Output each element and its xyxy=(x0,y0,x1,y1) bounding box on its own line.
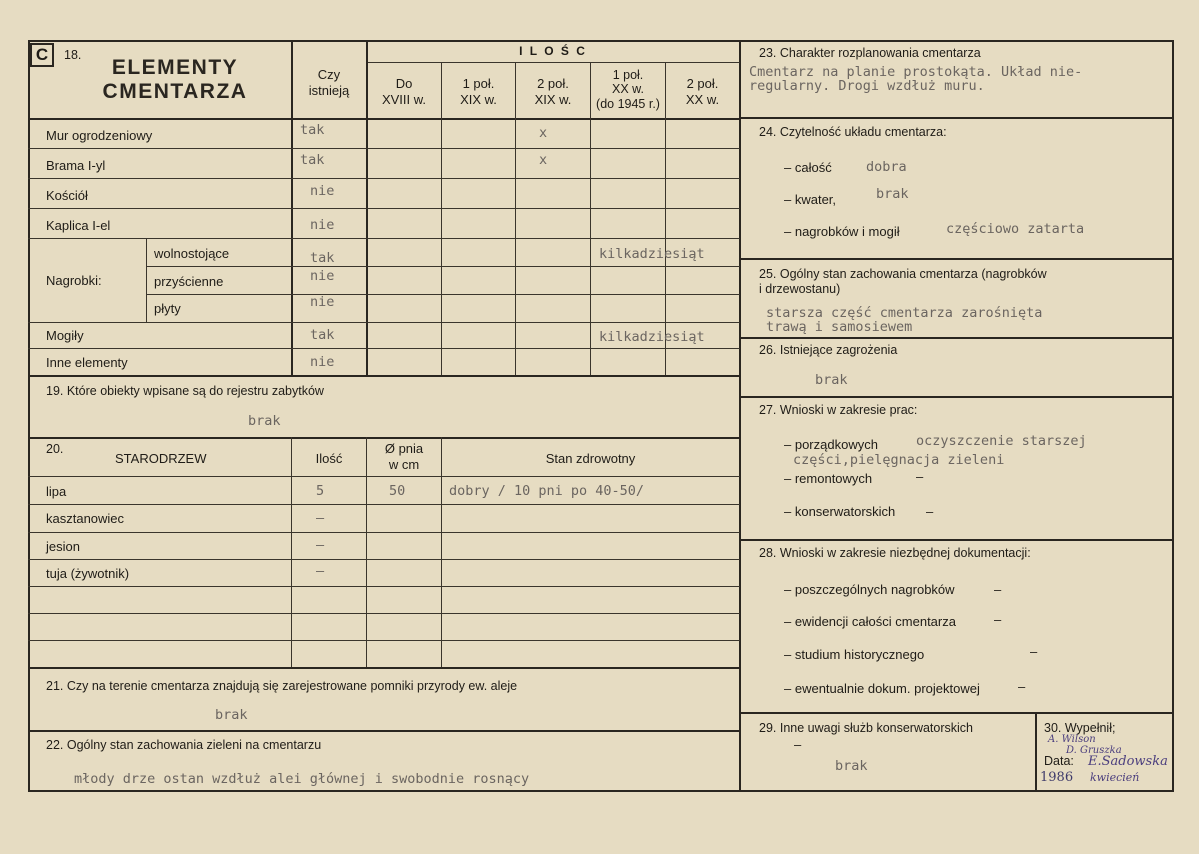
s20-header-bottom xyxy=(28,476,740,477)
q28-label: 28. Wnioski w zakresie niezbędnej dokumentacji: xyxy=(759,546,1031,560)
s18-row-line xyxy=(28,178,740,179)
q23-answer-line1: Cmentarz na planie prostokąta. Układ nie- xyxy=(749,64,1083,80)
q24-item-label: – nagrobków i mogił xyxy=(784,224,900,239)
s18-header-bottom xyxy=(28,118,740,120)
tree-qty: – xyxy=(316,510,325,526)
s24-bottom xyxy=(739,258,1174,260)
q28-item-label: – ewentualnie dokum. projektowej xyxy=(784,681,980,696)
s20-vl xyxy=(441,437,442,667)
row-label: Inne elementy xyxy=(46,355,128,370)
s18-vl-2 xyxy=(441,62,442,375)
q24-item-answer: częściowo zatarta xyxy=(946,221,1085,237)
exists-value: nie xyxy=(310,294,335,310)
q29-label: 29. Inne uwagi służb konserwatorskich xyxy=(759,721,974,735)
q28-item-answer: – xyxy=(994,582,1002,597)
q27-item-answer: – xyxy=(916,469,924,484)
s18-row-line xyxy=(28,322,740,323)
exists-value: tak xyxy=(310,327,335,343)
mark-value: x xyxy=(539,125,548,141)
q29-answer: brak xyxy=(835,758,868,774)
exists-value: tak xyxy=(300,122,325,138)
q27-item-answer: oczyszczenie starszej xyxy=(916,433,1087,449)
s18-row-line xyxy=(28,208,740,209)
q23-label: 23. Charakter rozplanowania cmentarza xyxy=(759,46,981,60)
tree-name: lipa xyxy=(46,484,67,499)
qty-value: kilkadziesiąt xyxy=(599,246,705,262)
s20-vl xyxy=(291,437,292,667)
q28-item-answer: – xyxy=(1030,644,1038,659)
q19-label: 19. Które obiekty wpisane są do rejestru zabytków xyxy=(46,384,324,398)
q25-answer-line2: trawą i samosiewem xyxy=(766,319,913,335)
q27-item-label: – remontowych xyxy=(784,471,873,486)
s20-col-ilosc: Ilość xyxy=(315,451,343,466)
nagrobki-label: Nagrobki: xyxy=(46,273,102,288)
s23-bottom xyxy=(739,117,1174,119)
q28-item-label: – ewidencji całości cmentarza xyxy=(784,614,956,629)
exists-value: tak xyxy=(300,152,325,168)
tree-state: dobry / 10 pni po 40-50/ xyxy=(449,483,645,499)
tree-name: kasztanowiec xyxy=(46,511,125,526)
col-header-2pol-xx: 2 poł. XX w. xyxy=(685,76,720,107)
row-label: Brama I-yl xyxy=(46,158,106,173)
row-label: Kaplica I-el xyxy=(46,218,111,233)
q26-label: 26. Istniejące zagrożenia xyxy=(759,343,898,357)
row-label: przyścienne xyxy=(154,274,224,289)
tree-qty: – xyxy=(316,537,325,553)
exists-value: tak xyxy=(310,250,335,266)
q27-item-label: – porządkowych xyxy=(784,437,878,452)
tree-qty: 5 xyxy=(316,483,325,499)
q24-item-label: – kwater, xyxy=(784,192,837,207)
tree-diameter: 50 xyxy=(389,483,406,499)
s18-vl-nagrobki xyxy=(146,238,147,322)
col-header-2pol-xix: 2 poł. XIX w. xyxy=(534,76,572,107)
s20-row-line xyxy=(28,504,740,505)
s19-bottom xyxy=(28,437,740,439)
fill-year: 1986 xyxy=(1040,770,1074,785)
q28-item-label: – studium historycznego xyxy=(784,647,925,662)
s20-col-stan: Stan zdrowotny xyxy=(545,451,636,466)
s18-row-line xyxy=(146,266,740,267)
col-header-1pol-xix: 1 poł. XIX w. xyxy=(460,76,497,107)
s18-bottom xyxy=(28,375,740,377)
mark-value: x xyxy=(539,152,548,168)
q27-item-label: – konserwatorskich xyxy=(784,504,896,519)
s29-divider xyxy=(1035,712,1037,792)
row-label: Kościół xyxy=(46,188,88,203)
tree-name: tuja (żywotnik) xyxy=(46,566,130,581)
fill-month: kwiecień xyxy=(1090,771,1140,784)
col-header-do-xviii: Do XVIII w. xyxy=(381,76,427,107)
s28-bottom xyxy=(739,712,1174,714)
row-label: wolnostojące xyxy=(154,246,230,261)
q25-answer-line1: starsza część cmentarza zarośnięta xyxy=(766,305,1043,321)
q30-data-label: Data: xyxy=(1044,754,1074,768)
q21-label: 21. Czy na terenie cmentarza znajdują się zarejestrowane pomniki przyrody ew. aleje xyxy=(46,679,518,693)
s20-row-line xyxy=(28,559,740,560)
q24-label: 24. Czytelność układu cmentarza: xyxy=(759,125,947,139)
q29-dash: – xyxy=(794,737,802,752)
signature-3: E.Sadowska xyxy=(1088,754,1168,769)
section-letter-box: C xyxy=(30,43,54,67)
q24-item-answer: dobra xyxy=(866,159,907,175)
s18-number: 18. xyxy=(64,48,82,62)
ilosc-header: I L O Ś C xyxy=(519,44,587,58)
czy-istnieja-header: Czy istnieją xyxy=(308,67,350,99)
signature-1: A. Wilson xyxy=(1048,734,1096,745)
s20-row-line xyxy=(28,640,740,641)
row-label: płyty xyxy=(154,301,181,316)
qty-value: kilkadziesiąt xyxy=(599,329,705,345)
exists-value: nie xyxy=(310,354,335,370)
q25-label: 25. Ogólny stan zachowania cmentarza (nagrobków i drzewostanu) xyxy=(759,267,1047,296)
row-label: Mur ogrodzeniowy xyxy=(46,128,153,143)
row-label: Mogiły xyxy=(46,328,84,343)
exists-value: nie xyxy=(310,183,335,199)
s18-title: ELEMENTY CMENTARZA xyxy=(102,56,248,104)
q28-item-label: – poszczególnych nagrobków xyxy=(784,582,955,597)
s18-row-line xyxy=(28,148,740,149)
signature-2: D. Gruszka xyxy=(1066,745,1122,756)
s20-row-line xyxy=(28,532,740,533)
q28-item-answer: – xyxy=(994,612,1002,627)
s26-bottom xyxy=(739,396,1174,398)
s18-row-line xyxy=(28,348,740,349)
q27-item-answer: – xyxy=(926,504,934,519)
q30-label: 30. Wypełnił; xyxy=(1044,721,1116,735)
q19-answer: brak xyxy=(248,413,281,429)
ilosc-line xyxy=(366,62,740,63)
q21-answer: brak xyxy=(215,707,248,723)
s25-bottom xyxy=(739,337,1174,339)
q28-item-answer: – xyxy=(1018,679,1026,694)
q27-label: 27. Wnioski w zakresie prac: xyxy=(759,403,918,417)
q22-label: 22. Ogólny stan zachowania zieleni na cmentarzu xyxy=(46,738,322,752)
s27-bottom xyxy=(739,539,1174,541)
tree-name: jesion xyxy=(46,539,80,554)
col-header-1pol-xx: 1 poł. XX w. (do 1945 r.) xyxy=(596,68,660,111)
q23-answer-line2: regularny. Drogi wzdłuż muru. xyxy=(749,78,985,94)
exists-value: nie xyxy=(310,268,335,284)
q24-item-answer: brak xyxy=(876,186,909,202)
q26-answer: brak xyxy=(815,372,848,388)
s18-row-line xyxy=(28,238,740,239)
s20-col-pnia: Ø pnia w cm xyxy=(384,441,424,473)
tree-qty: – xyxy=(316,563,325,579)
q24-item-label: – całość xyxy=(784,160,832,175)
s20-number: 20. xyxy=(46,442,64,456)
s18-vl-3 xyxy=(515,62,516,375)
s20-row-line xyxy=(28,613,740,614)
exists-value: nie xyxy=(310,217,335,233)
q22-answer: młody drze ostan wzdłuż alei głównej i swobodnie rosnący xyxy=(74,771,530,787)
s20-row-line xyxy=(28,586,740,587)
s20-title: STARODRZEW xyxy=(115,451,207,466)
q27-item-answer: części,pielęgnacja zieleni xyxy=(793,452,1005,468)
s20-bottom xyxy=(28,667,740,669)
main-divider xyxy=(739,40,741,792)
s18-row-line xyxy=(146,294,740,295)
s21-bottom xyxy=(28,730,740,732)
